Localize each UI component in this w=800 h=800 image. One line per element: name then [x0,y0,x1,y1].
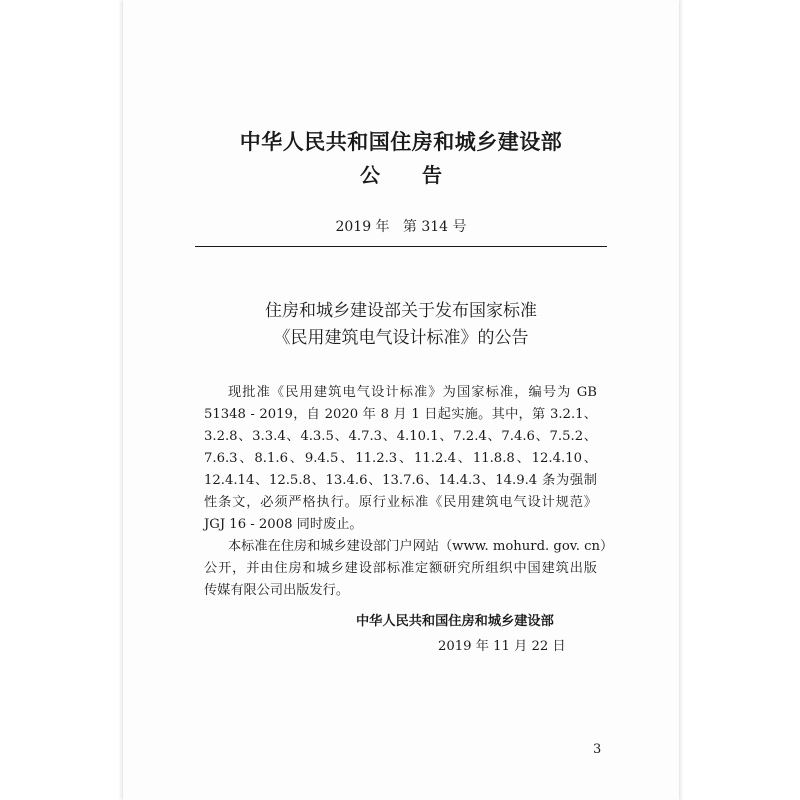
body-paragraph-1-line-2: 51348 - 2019，自 2020 年 8 月 1 日起实施。其中，第 3.2.1、 [204,407,597,422]
signature-date: 2019 年 11 月 22 日 [438,639,566,654]
header-divider [195,246,607,247]
announcement-title-line-2: 《民用建筑电气设计标准》的公告 [273,328,529,348]
announcement-heading [123,159,679,188]
page-number: 3 [593,742,602,757]
body-paragraph-1-line-6: 性条文，必须严格执行。原行业标准《民用建筑电气设计规范》 [204,495,597,510]
body-paragraph-1-line-7: JGJ 16 - 2008 同时废止。 [204,517,363,532]
announcement-heading-char-2: 告 [422,163,442,187]
issuing-ministry-heading: 中华人民共和国住房和城乡建设部 [239,130,563,154]
body-paragraph-1-line-1: 现批准《民用建筑电气设计标准》为国家标准，编号为 GB [228,385,597,400]
body-paragraph-1-line-5: 12.4.14、12.5.8、13.4.6、13.7.6、14.4.3、14.9.4 条为强制 [204,473,597,488]
document-page [123,0,679,800]
body-paragraph-2-line-1: 本标准在住房和城乡建设部门户网站（www. mohurd. gov. cn） [228,539,614,554]
body-paragraph-1-line-4: 7.6.3、8.1.6、9.4.5、11.2.3、11.2.4、11.8.8、12.4.10、 [204,451,597,466]
body-paragraph-2-line-2: 公开，并由住房和城乡建设部标准定额研究所组织中国建筑出版 [204,561,597,576]
announcement-heading-char-1: 公 [360,163,380,187]
announcement-title-line-1: 住房和城乡建设部关于发布国家标准 [265,301,537,321]
document-number: 2019 年 第 314 号 [335,219,467,235]
signature-organization: 中华人民共和国住房和城乡建设部 [356,614,554,629]
body-paragraph-1-line-3: 3.2.8、3.3.4、4.3.5、4.7.3、4.10.1、7.2.4、7.4.6、7.5.2、 [204,429,597,444]
body-paragraph-2-line-3: 传媒有限公司出版发行。 [204,583,350,598]
